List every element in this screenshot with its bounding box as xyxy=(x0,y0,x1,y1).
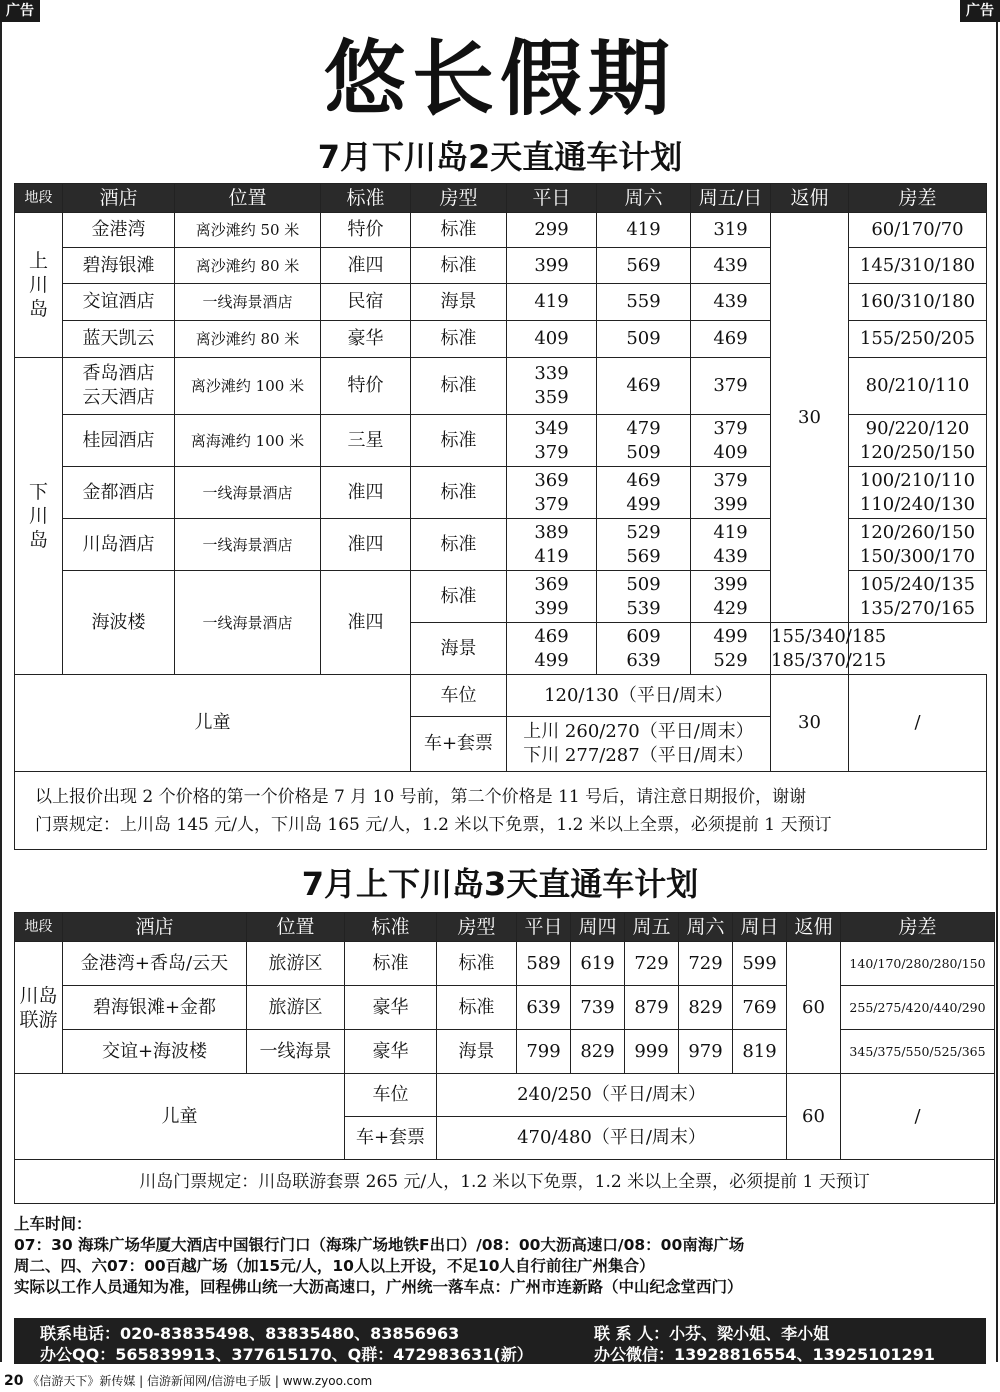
child-package-price xyxy=(507,717,771,772)
col-header: 周五 xyxy=(625,913,679,942)
child-diff: / xyxy=(841,1074,995,1160)
price-value: 439 xyxy=(713,545,748,567)
room-cell: 标准 xyxy=(411,358,507,415)
price-value: 369 xyxy=(534,573,569,595)
col-header: 周日 xyxy=(733,913,787,942)
hotel-cell: 碧海银滩+金都 xyxy=(63,986,247,1030)
standard-cell: 准四 xyxy=(321,248,411,284)
hotel-cell xyxy=(63,358,175,415)
price-cell: 729 xyxy=(679,942,733,986)
col-header: 返佣 xyxy=(787,913,841,942)
col-header: 平日 xyxy=(507,184,597,213)
zone-label: 下川岛 xyxy=(28,481,48,551)
child-seat-label: 车位 xyxy=(345,1074,437,1117)
location-cell: 一线海景酒店 xyxy=(175,284,321,321)
price-cell: 879 xyxy=(625,986,679,1030)
price-cell: 419 xyxy=(507,284,597,321)
standard-cell: 民宿 xyxy=(321,284,411,321)
room-cell: 标准 xyxy=(411,248,507,284)
price-value: 399 xyxy=(713,493,748,515)
room-cell: 标准 xyxy=(437,942,517,986)
hotel-cell: 蓝天凯云 xyxy=(63,321,175,358)
price-cell: 829 xyxy=(679,986,733,1030)
table-row xyxy=(15,213,987,248)
price-cell xyxy=(597,571,691,623)
price-cell xyxy=(507,571,597,623)
price-cell: 439 xyxy=(691,284,771,321)
hotel-cell: 碧海银滩 xyxy=(63,248,175,284)
price-value: 399 xyxy=(534,597,569,619)
hotel-cell: 金港湾+香岛/云天 xyxy=(63,942,247,986)
price-cell xyxy=(691,519,771,571)
price-cell: 469 xyxy=(691,321,771,358)
zone-combined xyxy=(15,942,63,1074)
price-cell: 729 xyxy=(625,942,679,986)
departure-line: 实际以工作人员通知为准，回程佛山统一大沥高速口，广州统一落车点：广州市连新路（中山纪念堂西门） xyxy=(14,1278,743,1296)
zone-label: 川岛联游 xyxy=(19,984,58,1031)
price-cell: 439 xyxy=(691,248,771,284)
diff-cell: 155/250/205 xyxy=(849,321,987,358)
standard-cell: 豪华 xyxy=(345,1030,437,1074)
price-cell xyxy=(691,415,771,467)
price-cell: 769 xyxy=(733,986,787,1030)
plan1-table xyxy=(14,183,987,850)
price-value: 379 xyxy=(713,469,748,491)
col-header: 酒店 xyxy=(63,184,175,213)
location-cell: 一线海景酒店 xyxy=(175,571,321,675)
standard-cell: 准四 xyxy=(321,519,411,571)
price-cell xyxy=(507,623,597,675)
col-header: 地段 xyxy=(15,184,63,213)
location-cell: 一线海景酒店 xyxy=(175,519,321,571)
diff-value: 110/240/130 xyxy=(859,493,976,515)
room-cell: 海景 xyxy=(437,1030,517,1074)
footer-text: 《信游天下》新传媒 | 信游新闻网/信游电子版 | www.zyoo.com xyxy=(27,1374,373,1388)
price-value: 529 xyxy=(713,649,748,671)
price-value: 399 xyxy=(713,573,748,595)
child-row xyxy=(15,675,987,717)
col-header: 周六 xyxy=(679,913,733,942)
location-cell: 一线海景 xyxy=(247,1030,345,1074)
diff-cell: 160/310/180 xyxy=(849,284,987,321)
col-header: 位置 xyxy=(175,184,321,213)
note-row xyxy=(15,1160,995,1204)
note-line: 门票规定：上川岛 145 元/人，下川岛 165 元/人，1.2 米以下免票，1.2 米以上全票，必须提前 1 天预订 xyxy=(35,814,832,835)
room-cell: 海景 xyxy=(411,284,507,321)
room-cell: 海景 xyxy=(411,623,507,675)
price-value: 499 xyxy=(626,493,661,515)
ticket-note: 川岛门票规定：川岛联游套票 265 元/人，1.2 米以下免票，1.2 米以上全票，必须提前 1 天预订 xyxy=(15,1160,995,1204)
zone-lower xyxy=(15,358,63,675)
hotel-name: 香岛酒店 xyxy=(82,363,155,384)
contact-person: 联 系 人：小芬、梁小姐、李小姐 xyxy=(594,1324,830,1343)
table-row xyxy=(15,986,995,1030)
diff-value: 185/370/215 xyxy=(771,649,887,671)
price-cell: 799 xyxy=(517,1030,571,1074)
price-value: 509 xyxy=(626,573,661,595)
price-value: 529 xyxy=(626,521,661,543)
col-header: 周四 xyxy=(571,913,625,942)
price-cell: 299 xyxy=(507,213,597,248)
page-number: 20 xyxy=(4,1373,24,1389)
price-cell xyxy=(597,415,691,467)
ad-label-left: 广告 xyxy=(0,0,40,22)
col-header: 标准 xyxy=(321,184,411,213)
standard-cell: 准四 xyxy=(321,571,411,675)
child-seat-price: 120/130（平日/周末） xyxy=(507,675,771,717)
price-value: 349 xyxy=(534,417,569,439)
diff-cell xyxy=(849,571,987,623)
diff-value: 90/220/120 xyxy=(865,417,970,439)
commission-cell: 30 xyxy=(771,213,849,623)
price-cell: 829 xyxy=(571,1030,625,1074)
col-header: 周五/日 xyxy=(691,184,771,213)
child-seat-price: 240/250（平日/周末） xyxy=(437,1074,787,1117)
diff-value: 105/240/135 xyxy=(859,573,976,595)
price-cell xyxy=(507,358,597,415)
hotel-cell: 桂园酒店 xyxy=(63,415,175,467)
location-cell: 离沙滩约 80 米 xyxy=(175,321,321,358)
price-cell xyxy=(507,519,597,571)
price-cell xyxy=(597,467,691,519)
child-row xyxy=(15,1074,995,1117)
plan2-table xyxy=(14,912,995,1204)
room-cell: 标准 xyxy=(411,519,507,571)
price-cell: 379 xyxy=(691,358,771,415)
price-value: 419 xyxy=(713,521,748,543)
note-row xyxy=(15,772,987,850)
location-cell: 离沙滩约 80 米 xyxy=(175,248,321,284)
price-value: 509 xyxy=(626,441,661,463)
standard-cell: 准四 xyxy=(321,467,411,519)
price-value: 409 xyxy=(713,441,748,463)
standard-cell: 豪华 xyxy=(345,986,437,1030)
location-cell: 离海滩约 100 米 xyxy=(175,415,321,467)
price-value: 469 xyxy=(626,469,661,491)
price-cell: 979 xyxy=(679,1030,733,1074)
price-value: 469 xyxy=(534,625,569,647)
col-header: 标准 xyxy=(345,913,437,942)
hotel-cell: 川岛酒店 xyxy=(63,519,175,571)
hotel-cell: 交谊+海波楼 xyxy=(63,1030,247,1074)
price-cell: 409 xyxy=(507,321,597,358)
col-header: 返佣 xyxy=(771,184,849,213)
col-header: 平日 xyxy=(517,913,571,942)
location-cell: 离沙滩约 50 米 xyxy=(175,213,321,248)
price-cell: 589 xyxy=(517,942,571,986)
departure-line: 周二、四、六07：00百越广场（加15元/人，10人以上开设，不足10人自行前往广州集合） xyxy=(14,1257,655,1275)
departure-info xyxy=(14,1214,986,1298)
diff-cell: 80/210/110 xyxy=(849,358,987,415)
col-header: 酒店 xyxy=(63,913,247,942)
price-cell xyxy=(691,623,771,675)
price-cell: 419 xyxy=(597,213,691,248)
page-title: 悠长假期 xyxy=(323,32,676,127)
contact-qq: 办公QQ：565839913、377615170、Q群：472983631(新） xyxy=(40,1345,533,1364)
diff-cell: 345/375/550/525/365 xyxy=(841,1030,995,1074)
child-label: 儿童 xyxy=(15,1074,345,1160)
room-cell: 标准 xyxy=(411,571,507,623)
hotel-cell: 金都酒店 xyxy=(63,467,175,519)
plan2-title: 7月上下川岛3天直通车计划 xyxy=(301,865,699,903)
hotel-cell: 金港湾 xyxy=(63,213,175,248)
price-value: 359 xyxy=(534,387,569,408)
child-diff: / xyxy=(849,675,987,772)
diff-value: 120/250/150 xyxy=(859,441,976,463)
child-commission: 60 xyxy=(787,1074,841,1160)
price-cell: 399 xyxy=(507,248,597,284)
note-line: 以上报价出现 2 个价格的第一个价格是 7 月 10 号前，第二个价格是 11 号后，请注意日期报价，谢谢 xyxy=(35,786,807,807)
col-header: 地段 xyxy=(15,913,63,942)
room-cell: 标准 xyxy=(411,415,507,467)
room-cell: 标准 xyxy=(437,986,517,1030)
price-cell: 569 xyxy=(597,248,691,284)
price-cell: 469 xyxy=(597,358,691,415)
room-cell: 标准 xyxy=(411,321,507,358)
col-header: 位置 xyxy=(247,913,345,942)
table-row xyxy=(15,1030,995,1074)
price-cell xyxy=(691,467,771,519)
location-cell: 一线海景酒店 xyxy=(175,467,321,519)
hotel-cell: 海波楼 xyxy=(63,571,175,675)
table-row xyxy=(15,942,995,986)
contact-phone: 联系电话：020-83835498、83835480、83856963 xyxy=(40,1324,460,1343)
price-note xyxy=(15,772,987,850)
plan2-header-row xyxy=(15,913,995,942)
diff-cell xyxy=(849,415,987,467)
room-cell: 标准 xyxy=(411,213,507,248)
price-value: 339 xyxy=(534,363,569,384)
col-header: 房差 xyxy=(849,184,987,213)
price-value: 369 xyxy=(534,469,569,491)
child-package-label: 车+套票 xyxy=(345,1117,437,1160)
diff-cell: 140/170/280/280/150 xyxy=(841,942,995,986)
room-cell: 标准 xyxy=(411,467,507,519)
price-cell: 619 xyxy=(571,942,625,986)
diff-value: 155/340/185 xyxy=(771,625,887,647)
col-header: 周六 xyxy=(597,184,691,213)
price-value: 389 xyxy=(534,521,569,543)
price-value: 569 xyxy=(626,545,661,567)
price-value: 539 xyxy=(626,597,661,619)
price-cell xyxy=(507,467,597,519)
zone-upper xyxy=(15,213,63,358)
col-header: 房型 xyxy=(411,184,507,213)
contact-wechat: 办公微信：13928816554、13925101291 xyxy=(594,1345,935,1364)
location-cell: 旅游区 xyxy=(247,942,345,986)
footer xyxy=(4,1372,372,1389)
standard-cell: 三星 xyxy=(321,415,411,467)
child-package-label: 车+套票 xyxy=(411,717,507,772)
price-value: 419 xyxy=(534,545,569,567)
diff-cell: 255/275/420/440/290 xyxy=(841,986,995,1030)
child-label: 儿童 xyxy=(15,675,411,772)
price-cell: 739 xyxy=(571,986,625,1030)
plan1-header-row xyxy=(15,184,987,213)
plan1-title: 7月下川岛2天直通车计划 xyxy=(317,138,683,176)
price-value: 609 xyxy=(626,625,661,647)
price-cell: 599 xyxy=(733,942,787,986)
zone-label: 上川岛 xyxy=(28,250,48,320)
price-value: 479 xyxy=(626,417,661,439)
departure-heading: 上车时间： xyxy=(14,1215,92,1233)
price-value: 429 xyxy=(713,597,748,619)
location-cell: 离沙滩约 100 米 xyxy=(175,358,321,415)
price-value: 379 xyxy=(534,493,569,515)
col-header: 房差 xyxy=(841,913,995,942)
ad-label-right: 广告 xyxy=(960,0,1000,22)
price-cell: 559 xyxy=(597,284,691,321)
price-value: 379 xyxy=(713,417,748,439)
diff-value: 150/300/170 xyxy=(859,545,976,567)
price-value: 379 xyxy=(534,441,569,463)
diff-cell xyxy=(849,519,987,571)
diff-value: 120/260/150 xyxy=(859,521,976,543)
price-value: 499 xyxy=(534,649,569,671)
diff-value: 100/210/110 xyxy=(859,469,976,491)
hotel-name: 云天酒店 xyxy=(82,387,155,408)
commission-cell: 60 xyxy=(787,942,841,1074)
child-commission: 30 xyxy=(771,675,849,772)
price-cell: 319 xyxy=(691,213,771,248)
price-cell: 819 xyxy=(733,1030,787,1074)
diff-cell: 60/170/70 xyxy=(849,213,987,248)
departure-line: 07：30 海珠广场华厦大酒店中国银行门口（海珠广场地铁F出口）/08：00大沥高速口/08：00南海广场 xyxy=(14,1236,745,1254)
diff-cell xyxy=(771,623,887,675)
price-cell xyxy=(597,519,691,571)
price-cell xyxy=(507,415,597,467)
price-cell: 509 xyxy=(597,321,691,358)
diff-cell xyxy=(849,467,987,519)
standard-cell: 特价 xyxy=(321,213,411,248)
standard-cell: 标准 xyxy=(345,942,437,986)
price-cell xyxy=(597,623,691,675)
package-line: 下川 277/287（平日/周末） xyxy=(523,745,754,766)
standard-cell: 特价 xyxy=(321,358,411,415)
package-line: 上川 260/270（平日/周末） xyxy=(523,721,754,742)
diff-cell: 145/310/180 xyxy=(849,248,987,284)
price-cell xyxy=(691,571,771,623)
hotel-cell: 交谊酒店 xyxy=(63,284,175,321)
location-cell: 旅游区 xyxy=(247,986,345,1030)
contact-bar xyxy=(14,1318,986,1364)
price-cell: 999 xyxy=(625,1030,679,1074)
child-seat-label: 车位 xyxy=(411,675,507,717)
diff-value: 135/270/165 xyxy=(859,597,976,619)
price-cell: 639 xyxy=(517,986,571,1030)
standard-cell: 豪华 xyxy=(321,321,411,358)
price-value: 639 xyxy=(626,649,661,671)
child-package-price: 470/480（平日/周末） xyxy=(437,1117,787,1160)
col-header: 房型 xyxy=(437,913,517,942)
price-value: 499 xyxy=(713,625,748,647)
